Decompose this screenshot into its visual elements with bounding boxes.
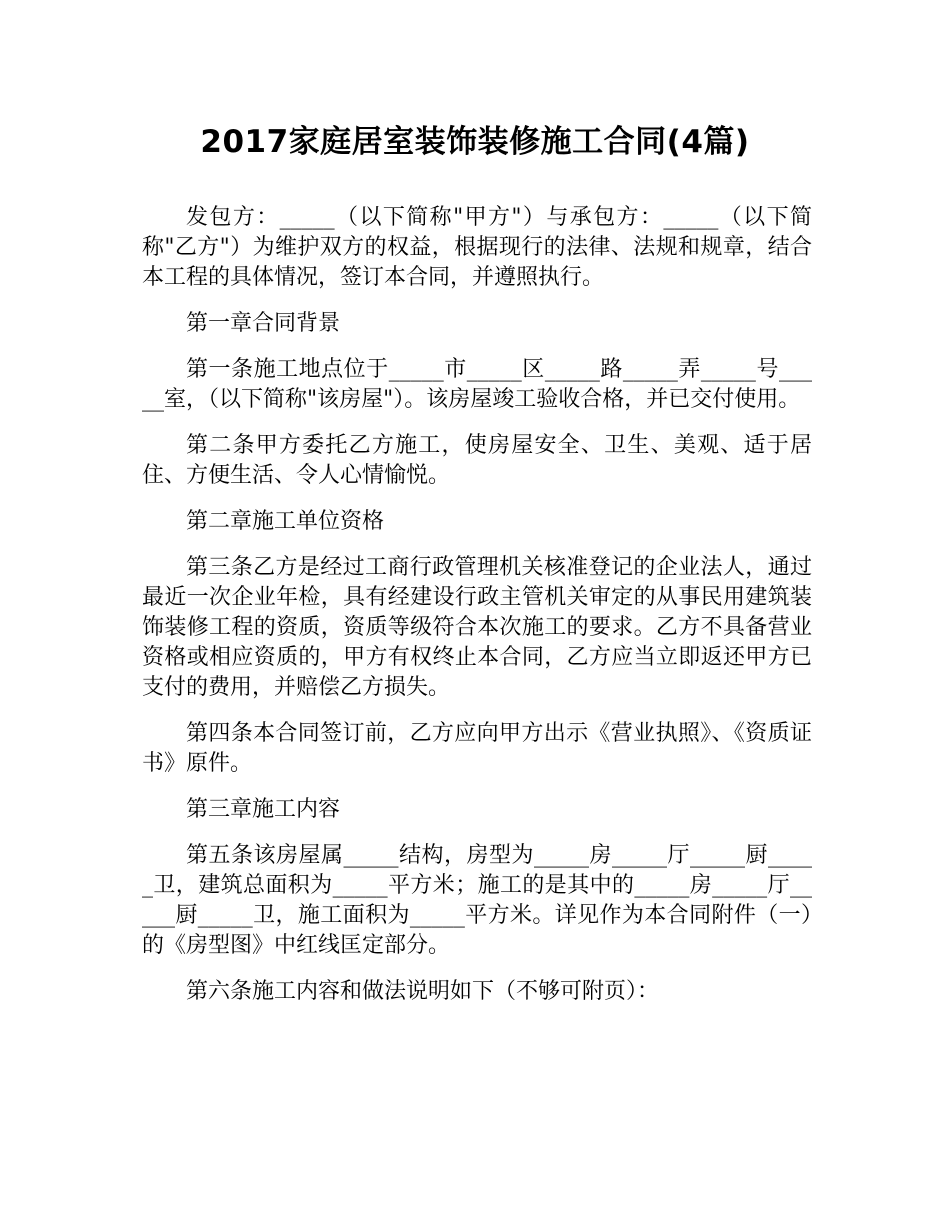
document-title: 2017家庭居室装饰装修施工合同(4篇) xyxy=(200,124,750,160)
article-1-paragraph: 第一条施工地点位于_____市_____区_____路_____弄_____号_____室，（以下简称"该房屋"）。该房屋竣工验收合格，并已交付使用。 xyxy=(142,357,812,412)
article-3-paragraph: 第三条乙方是经过工商行政管理机关核准登记的企业法人，通过最近一次企业年检，具有经建设行政主管机关审定的从事民用建筑装饰装修工程的资质，资质等级符合本次施工的要求。乙方不具备营业资格或相应资质的，甲方有权终止本合同，乙方应当立即返还甲方已支付的费用，并赔偿乙方损失。 xyxy=(142,555,812,700)
article-6-paragraph: 第六条施工内容和做法说明如下（不够可附页）： xyxy=(186,979,660,1004)
article-2-paragraph: 第二条甲方委托乙方施工，使房屋安全、卫生、美观、适于居住、方便生活、令人心情愉悦。 xyxy=(142,433,812,488)
chapter-3-heading: 第三章施工内容 xyxy=(186,797,341,822)
chapter-1-heading: 第一章合同背景 xyxy=(186,311,341,336)
intro-paragraph: 发包方：_____（以下简称"甲方"）与承包方：_____（以下简称"乙方"）为维护双方的权益，根据现行的法律、法规和规章，结合本工程的具体情况，签订本合同，并遵照执行。 xyxy=(142,205,812,290)
article-4-paragraph: 第四条本合同签订前，乙方应向甲方出示《营业执照》、《资质证书》原件。 xyxy=(142,721,812,776)
article-5-paragraph: 第五条该房屋属_____结构，房型为_____房_____厅_____厨_____卫，建筑总面积为_____平方米；施工的是其中的_____房_____厅_____厨_____卫，施工面积为_____平方米。详见作为本合同附件（一）的《房型图》中红线匡定部分。 xyxy=(142,843,812,958)
chapter-2-heading: 第二章施工单位资格 xyxy=(186,509,385,534)
document-body xyxy=(142,203,812,1023)
